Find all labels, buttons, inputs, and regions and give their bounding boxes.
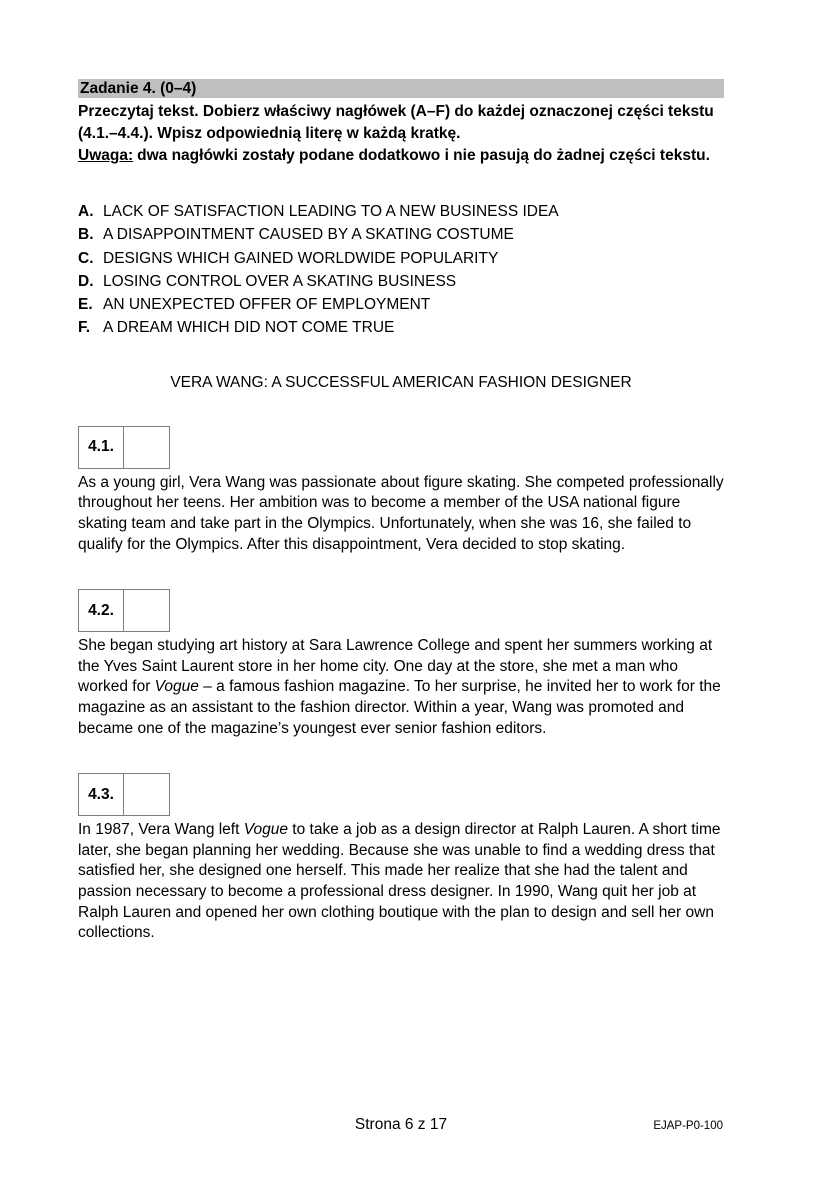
- heading-letter: E.: [78, 296, 93, 314]
- answer-box-4-3: [78, 773, 170, 816]
- paragraph-text: As a young girl, Vera Wang was passionate about figure skating. She competed professionally throughout her teens. Her ambition was to become a member of the USA national figure skating team and take part in the Olympics. Unfortunately, when she was 16, she failed to qualify for the Olympics. After this disappointment, Vera decided to stop skating.: [78, 473, 724, 553]
- note-text: dwa nagłówki zostały podane dodatkowo i nie pasują do żadnej części tekstu.: [137, 147, 710, 164]
- text-section-4-3: [78, 773, 724, 944]
- heading-text: LOSING CONTROL OVER A SKATING BUSINESS: [103, 272, 457, 290]
- task-header-bar: [78, 79, 724, 98]
- paragraph-text: to take a job as a design director at Ralph Lauren. A short time later, she began planning her wedding. Because she was unable to find a wedding dress that satisfied her, she designed one herself. This made her realize that she had the talent and passion necessary to become a professional dress designer. In 1990, Wang quit her job at Ralph Lauren and opened her own clothing boutique with the plan to design and sell her own collections.: [78, 821, 721, 942]
- answer-cell-4-1[interactable]: [124, 427, 169, 468]
- text-section-4-1: [78, 426, 724, 555]
- instruction-line-2: (4.1.–4.4.). Wpisz odpowiednią literę w każdą kratkę.: [78, 125, 461, 142]
- section-number: 4.2.: [79, 590, 124, 631]
- heading-option-b: [78, 223, 724, 246]
- paragraph-text: In 1987, Vera Wang left: [78, 821, 244, 839]
- heading-option-a: [78, 200, 724, 223]
- heading-letter: C.: [78, 249, 94, 267]
- heading-text: A DREAM WHICH DID NOT COME TRUE: [103, 319, 395, 337]
- heading-letter: F.: [78, 319, 91, 337]
- page-content: [78, 79, 724, 944]
- task-instructions: [78, 101, 724, 167]
- document-code: EJAP-P0-100: [653, 1120, 723, 1132]
- headings-list: [78, 200, 724, 340]
- heading-option-c: [78, 247, 724, 270]
- answer-cell-4-2[interactable]: [124, 590, 169, 631]
- heading-text: DESIGNS WHICH GAINED WORLDWIDE POPULARITY: [103, 249, 499, 267]
- heading-text: AN UNEXPECTED OFFER OF EMPLOYMENT: [103, 296, 431, 314]
- heading-option-e: [78, 293, 724, 316]
- instruction-line-1: Przeczytaj tekst. Dobierz właściwy nagłówek (A–F) do każdej oznaczonej części tekstu: [78, 103, 714, 120]
- heading-option-d: [78, 270, 724, 293]
- section-paragraph-4-3: [78, 820, 724, 944]
- paragraph-text: She began studying art history at Sara Lawrence College and spent her summers working at the Yves Saint Laurent store in her home city. One day at the store, she met a man who worked for: [78, 637, 713, 696]
- text-section-4-2: [78, 589, 724, 739]
- note-label: Uwaga:: [78, 147, 134, 164]
- page-number: Strona 6 z 17: [354, 1116, 448, 1133]
- text-sections: [78, 426, 724, 944]
- answer-box-4-2: [78, 589, 170, 632]
- heading-letter: A.: [78, 203, 94, 220]
- section-paragraph-4-2: [78, 636, 724, 739]
- heading-letter: B.: [78, 226, 94, 244]
- heading-text: LACK OF SATISFACTION LEADING TO A NEW BUSINESS IDEA: [103, 203, 559, 220]
- italic-text: Vogue: [243, 821, 288, 839]
- article-title: VERA WANG: A SUCCESSFUL AMERICAN FASHION DESIGNER: [170, 373, 632, 391]
- answer-box-4-1: [78, 426, 170, 469]
- heading-letter: D.: [78, 272, 94, 290]
- section-paragraph-4-1: [78, 473, 724, 555]
- heading-text: A DISAPPOINTMENT CAUSED BY A SKATING COSTUME: [103, 226, 514, 244]
- answer-cell-4-3[interactable]: [124, 774, 169, 815]
- italic-text: Vogue: [154, 678, 199, 696]
- heading-option-f: [78, 316, 724, 339]
- paragraph-text: – a famous fashion magazine. To her surprise, he invited her to work for the magazine as an assistant to the fashion director. Within a year, Wang was promoted and became one of the magazine’s youngest ever senior fashion editors.: [78, 678, 721, 737]
- section-number: 4.3.: [79, 774, 124, 815]
- note-line: [78, 145, 724, 167]
- task-header-label: Zadanie 4. (0–4): [80, 80, 197, 97]
- section-number: 4.1.: [79, 427, 124, 468]
